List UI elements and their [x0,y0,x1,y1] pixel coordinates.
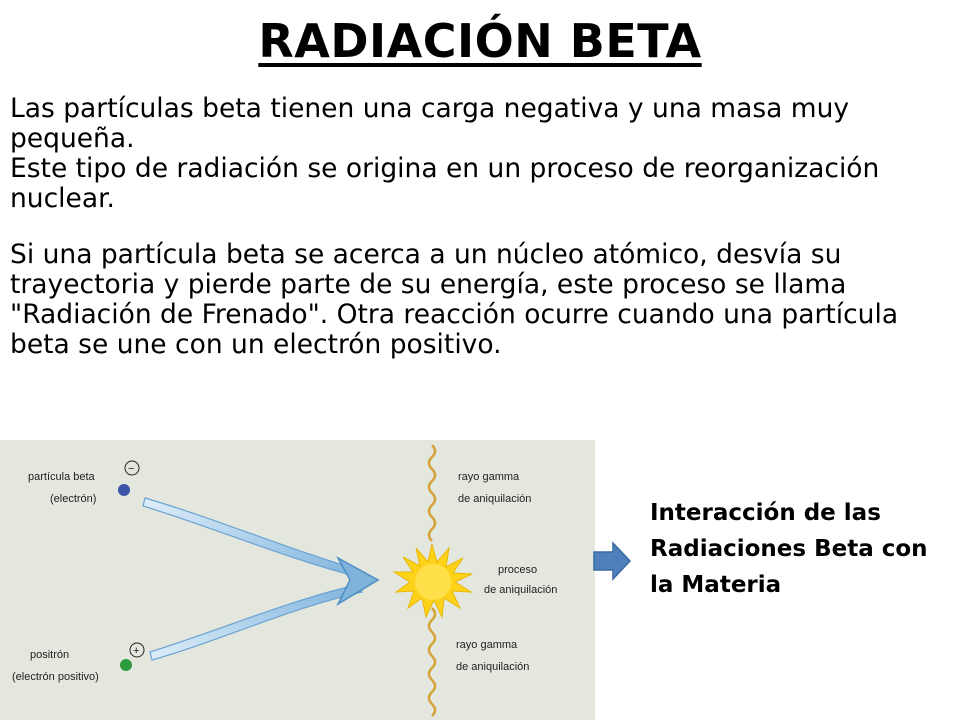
annihilation-diagram [0,440,595,720]
beta-label-line2: (electrón) [50,493,97,505]
positron-label-line1: positrón [30,649,70,661]
figure-caption: Interacción de las Radiaciones Beta con la Materia [650,500,928,598]
bremsstrahlung-paragraph: Si una partícula beta se acerca a un núcleo atómico, desvía su trayectoria y pierde parte de su energía, este proceso se llama "Radiación de Frenado". Otra reacción ocurre cuando una partícula beta se une con un electrón positivo. [10,239,899,360]
process-label-line2: de aniquilación [484,584,558,596]
positive-charge-sign: + [133,645,140,657]
gamma-top-label-line1: rayo gamma [458,471,520,483]
intro-paragraph: Las partículas beta tienen una carga negativa y una masa muy pequeña. Este tipo de radiación se origina en un proceso de reorganización nuclear. [10,93,880,214]
beta-label-line1: partícula beta [28,471,95,483]
beta-particle [118,484,130,496]
gamma-bottom-label-line2: de aniquilación [456,661,530,673]
gamma-bottom-label-line1: rayo gamma [456,639,518,651]
process-label-line1: proceso [498,564,538,576]
gamma-top-label-line2: de aniquilación [458,493,532,505]
positron-label-line2: (electrón positivo) [12,671,99,683]
negative-charge-sign: − [128,463,135,475]
annihilation-core [415,564,451,600]
positron-particle [120,659,132,671]
block-arrow-right-icon [593,541,633,585]
slide-title: RADIACIÓN BETA [258,14,702,68]
